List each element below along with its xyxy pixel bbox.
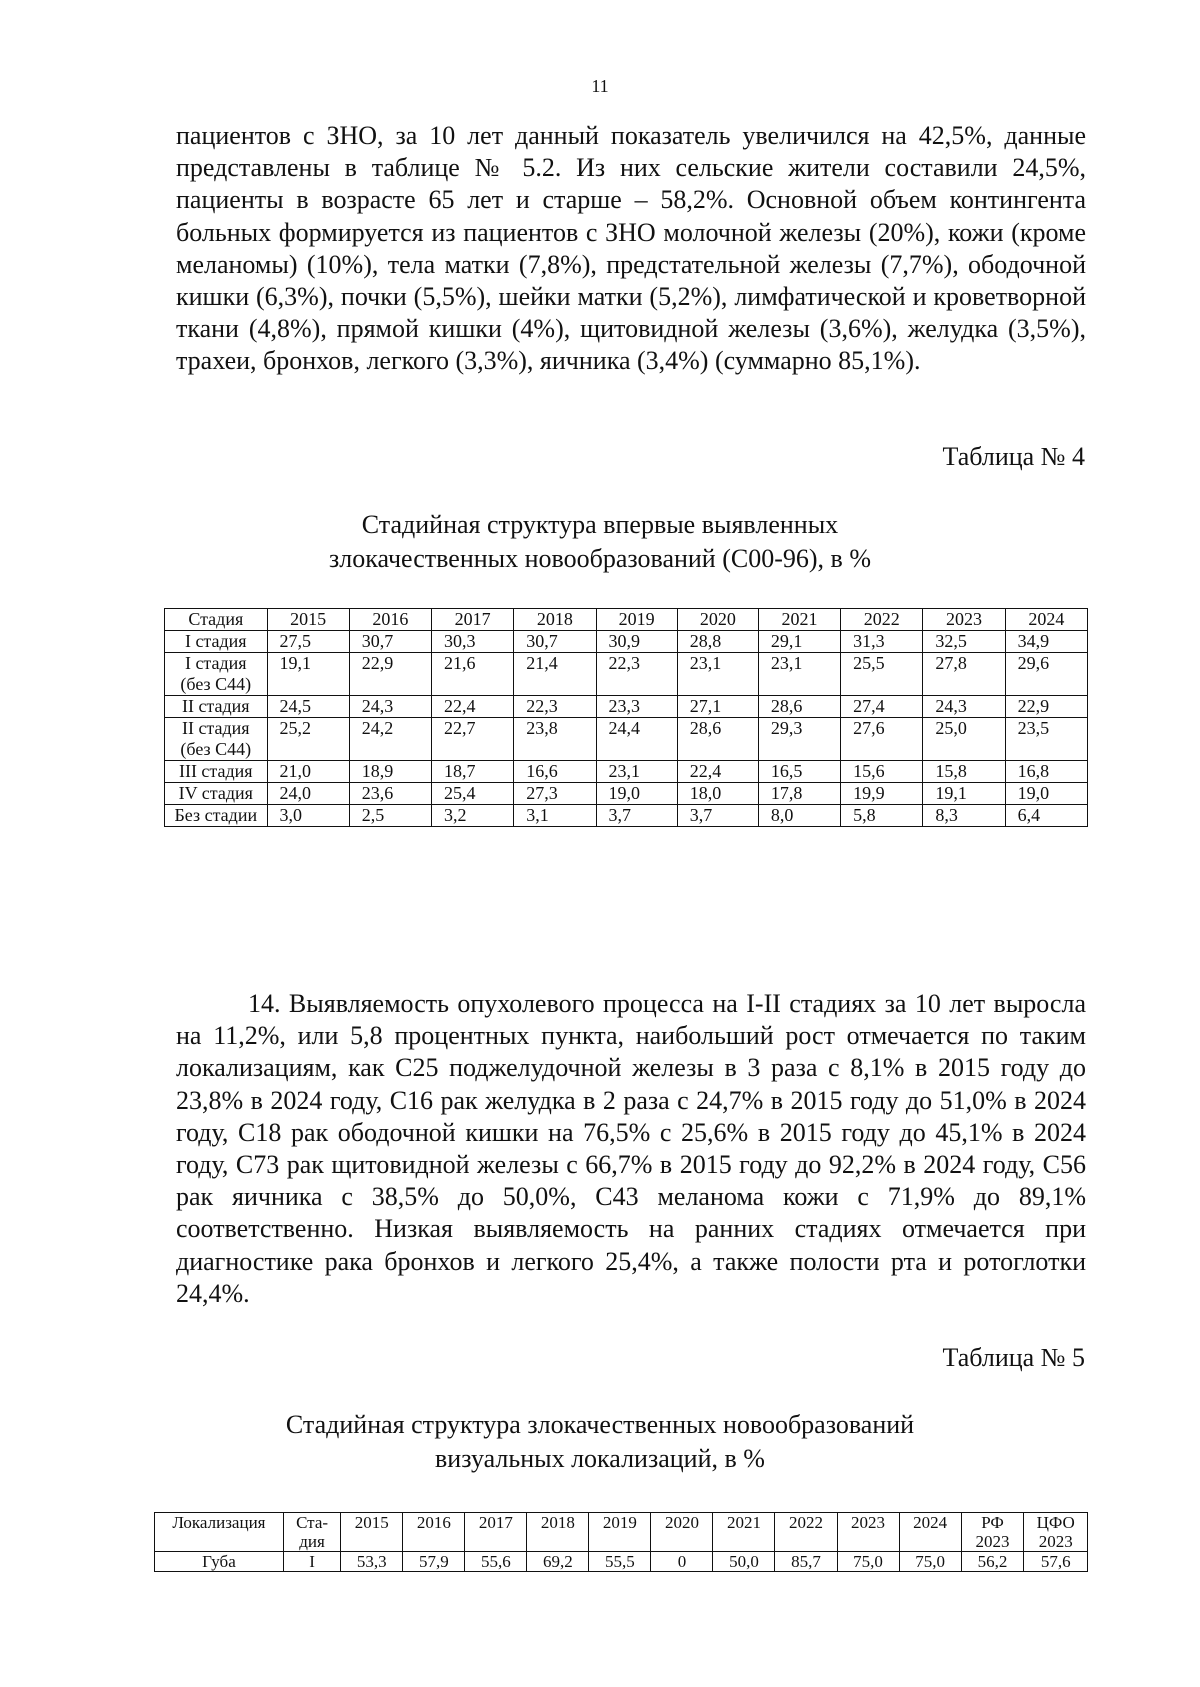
value-cell: 32,5 <box>923 631 1005 653</box>
paragraph-contingent: пациентов с ЗНО, за 10 лет данный показатель увеличился на 42,5%, данные представлены в таблице № 5.2. Из них сельские жители составили 24,5%, пациенты в возрасте 65 лет и старше – 58,2%. Основной объем контингента больных формируется из пациентов с ЗНО молочной железы (20%), кожи (кроме меланомы) (10%), тела матки (7,8%), предстательной железы (7,7%), ободочной кишки (6,3%), почки (5,5%), шейки матки (5,2%), лимфатической и кроветворной ткани (4,8%), прямой кишки (4%), щитовидной железы (3,6%), желудка (3,5%), трахеи, бронхов, легкого (3,3%), яичника (3,4%) (суммарно 85,1%). <box>176 121 1086 376</box>
value-cell: 25,5 <box>841 653 923 696</box>
table4-title-line1: Стадийная структура впервые выявленных <box>361 510 839 539</box>
table5-header-cell: 2015 <box>341 1513 403 1552</box>
value-cell: 34,9 <box>1005 631 1087 653</box>
value-cell: 21,6 <box>432 653 514 696</box>
localization-cell: Губа <box>155 1552 284 1572</box>
value-cell: 23,5 <box>1005 718 1087 761</box>
value-cell: 27,8 <box>923 653 1005 696</box>
value-cell: 50,0 <box>713 1552 775 1572</box>
value-cell: 3,7 <box>677 805 758 827</box>
value-cell: 17,8 <box>758 783 840 805</box>
value-cell: 31,3 <box>841 631 923 653</box>
value-cell: 6,4 <box>1005 805 1087 827</box>
value-cell: 18,0 <box>677 783 758 805</box>
table4-header-cell: 2022 <box>841 609 923 631</box>
value-cell: 23,8 <box>514 718 596 761</box>
value-cell: 53,3 <box>341 1552 403 1572</box>
value-cell: 19,1 <box>267 653 349 696</box>
value-cell: 75,0 <box>899 1552 961 1572</box>
table5-header-cell: 2018 <box>527 1513 589 1552</box>
table4-title <box>0 508 1200 576</box>
value-cell: 22,4 <box>677 761 758 783</box>
table4-header-cell: 2015 <box>267 609 349 631</box>
value-cell: 55,6 <box>465 1552 527 1572</box>
value-cell: 3,1 <box>514 805 596 827</box>
stage-cell: I стадия <box>165 631 268 653</box>
table4-header-cell: 2021 <box>758 609 840 631</box>
value-cell: 30,3 <box>432 631 514 653</box>
value-cell: 3,2 <box>432 805 514 827</box>
stage-cell: IV стадия <box>165 783 268 805</box>
table-row <box>165 631 1088 653</box>
table-row <box>165 805 1088 827</box>
table4-header-cell: Стадия <box>165 609 268 631</box>
stage-cell: I стадия (без С44) <box>165 653 268 696</box>
value-cell: 22,3 <box>596 653 677 696</box>
table5-header-cell: 2019 <box>589 1513 651 1552</box>
value-cell: 18,9 <box>349 761 431 783</box>
value-cell: 29,3 <box>758 718 840 761</box>
value-cell: 27,6 <box>841 718 923 761</box>
value-cell: 21,4 <box>514 653 596 696</box>
value-cell: 69,2 <box>527 1552 589 1572</box>
value-cell: 25,2 <box>267 718 349 761</box>
value-cell: 22,3 <box>514 696 596 718</box>
table5-header-cell: 2021 <box>713 1513 775 1552</box>
value-cell: 24,0 <box>267 783 349 805</box>
value-cell: 23,1 <box>758 653 840 696</box>
table4-header-cell: 2017 <box>432 609 514 631</box>
value-cell: 24,3 <box>923 696 1005 718</box>
stage-cell: II стадия <box>165 696 268 718</box>
table4-label: Таблица № 4 <box>942 442 1085 471</box>
value-cell: 19,0 <box>596 783 677 805</box>
value-cell: 8,0 <box>758 805 840 827</box>
value-cell: 24,5 <box>267 696 349 718</box>
value-cell: 23,1 <box>596 761 677 783</box>
value-cell: 30,7 <box>514 631 596 653</box>
value-cell: 22,9 <box>349 653 431 696</box>
stage-structure-table <box>164 608 1088 827</box>
table5-header-cell: 2016 <box>403 1513 465 1552</box>
table5-header-cell: 2020 <box>651 1513 713 1552</box>
table4-header-cell: 2016 <box>349 609 431 631</box>
value-cell: 28,8 <box>677 631 758 653</box>
table-row <box>165 718 1088 761</box>
value-cell: 57,9 <box>403 1552 465 1572</box>
table4-header-cell: 2019 <box>596 609 677 631</box>
table4-header-row <box>165 609 1088 631</box>
value-cell: 24,2 <box>349 718 431 761</box>
value-cell: 27,1 <box>677 696 758 718</box>
value-cell: 30,7 <box>349 631 431 653</box>
value-cell: 8,3 <box>923 805 1005 827</box>
table5-label: Таблица № 5 <box>942 1343 1085 1372</box>
value-cell: 57,6 <box>1024 1552 1088 1572</box>
visual-localization-table <box>154 1512 1088 1572</box>
value-cell: 15,6 <box>841 761 923 783</box>
value-cell: 27,4 <box>841 696 923 718</box>
table5-header-cell: 2017 <box>465 1513 527 1552</box>
value-cell: 55,5 <box>589 1552 651 1572</box>
table4-header-cell: 2020 <box>677 609 758 631</box>
table5-header-cell: ЦФО 2023 <box>1024 1513 1088 1552</box>
value-cell: 22,7 <box>432 718 514 761</box>
value-cell: 22,9 <box>1005 696 1087 718</box>
value-cell: 28,6 <box>758 696 840 718</box>
value-cell: 23,1 <box>677 653 758 696</box>
value-cell: 16,8 <box>1005 761 1087 783</box>
value-cell: 21,0 <box>267 761 349 783</box>
table4-header-cell: 2023 <box>923 609 1005 631</box>
table-row <box>155 1552 1088 1572</box>
value-cell: 29,6 <box>1005 653 1087 696</box>
value-cell: 75,0 <box>837 1552 899 1572</box>
value-cell: 15,8 <box>923 761 1005 783</box>
value-cell: 22,4 <box>432 696 514 718</box>
value-cell: 19,1 <box>923 783 1005 805</box>
value-cell: 25,0 <box>923 718 1005 761</box>
value-cell: 30,9 <box>596 631 677 653</box>
value-cell: 3,7 <box>596 805 677 827</box>
value-cell: 5,8 <box>841 805 923 827</box>
stage-cell: II стадия (без С44) <box>165 718 268 761</box>
table5-title-line1: Стадийная структура злокачественных новообразований <box>285 1410 915 1439</box>
value-cell: 18,7 <box>432 761 514 783</box>
table-row <box>165 783 1088 805</box>
stage-cell: I <box>283 1552 340 1572</box>
table5-header-cell: 2022 <box>775 1513 837 1552</box>
value-cell: 19,0 <box>1005 783 1087 805</box>
value-cell: 28,6 <box>677 718 758 761</box>
value-cell: 85,7 <box>775 1552 837 1572</box>
table-row <box>165 653 1088 696</box>
table-row <box>165 696 1088 718</box>
table4-title-line2: злокачественных новообразований (С00-96), в % <box>329 544 871 573</box>
value-cell: 16,5 <box>758 761 840 783</box>
paragraph-detection: 14. Выявляемость опухолевого процесса на I-II стадиях за 10 лет выросла на 11,2%, или 5,8 процентных пункта, наибольший рост отмечается по таким локализациям, как С25 поджелудочной железы в 3 раза с 8,1% в 2015 году до 23,8% в 2024 году, С16 рак желудка в 2 раза с 24,7% в 2015 году до 51,0% в 2024 году, С18 рак ободочной кишки на 76,5% с 25,6% в 2015 году до 45,1% в 2024 году, С73 рак щитовидной железы с 66,7% в 2015 году до 92,2% в 2024 году, С56 рак яичника с 38,5% до 50,0%, С43 меланома кожи с 71,9% до 89,1% соответственно. Низкая выявляемость на ранних стадиях отмечается при диагностике рака бронхов и легкого 25,4%, а также полости рта и ротоглотки 24,4%. <box>176 989 1086 1308</box>
table5-title-line2: визуальных локализаций, в % <box>435 1444 765 1473</box>
page-number: 11 <box>591 76 609 96</box>
value-cell: 16,6 <box>514 761 596 783</box>
value-cell: 24,4 <box>596 718 677 761</box>
value-cell: 0 <box>651 1552 713 1572</box>
stage-cell: Без стадии <box>165 805 268 827</box>
table4-header-cell: 2024 <box>1005 609 1087 631</box>
value-cell: 27,5 <box>267 631 349 653</box>
table5-header-cell: 2023 <box>837 1513 899 1552</box>
table4-header-cell: 2018 <box>514 609 596 631</box>
table5-header-cell: РФ 2023 <box>961 1513 1024 1552</box>
table5-title <box>0 1408 1200 1476</box>
stage-cell: III стадия <box>165 761 268 783</box>
value-cell: 56,2 <box>961 1552 1024 1572</box>
table5-header-cell: Локализация <box>155 1513 284 1552</box>
value-cell: 2,5 <box>349 805 431 827</box>
value-cell: 25,4 <box>432 783 514 805</box>
value-cell: 29,1 <box>758 631 840 653</box>
table5-header-row <box>155 1513 1088 1552</box>
value-cell: 19,9 <box>841 783 923 805</box>
value-cell: 24,3 <box>349 696 431 718</box>
table5-header-cell: 2024 <box>899 1513 961 1552</box>
table-row <box>165 761 1088 783</box>
value-cell: 27,3 <box>514 783 596 805</box>
value-cell: 23,3 <box>596 696 677 718</box>
value-cell: 3,0 <box>267 805 349 827</box>
value-cell: 23,6 <box>349 783 431 805</box>
table5-header-cell: Ста-дия <box>283 1513 340 1552</box>
